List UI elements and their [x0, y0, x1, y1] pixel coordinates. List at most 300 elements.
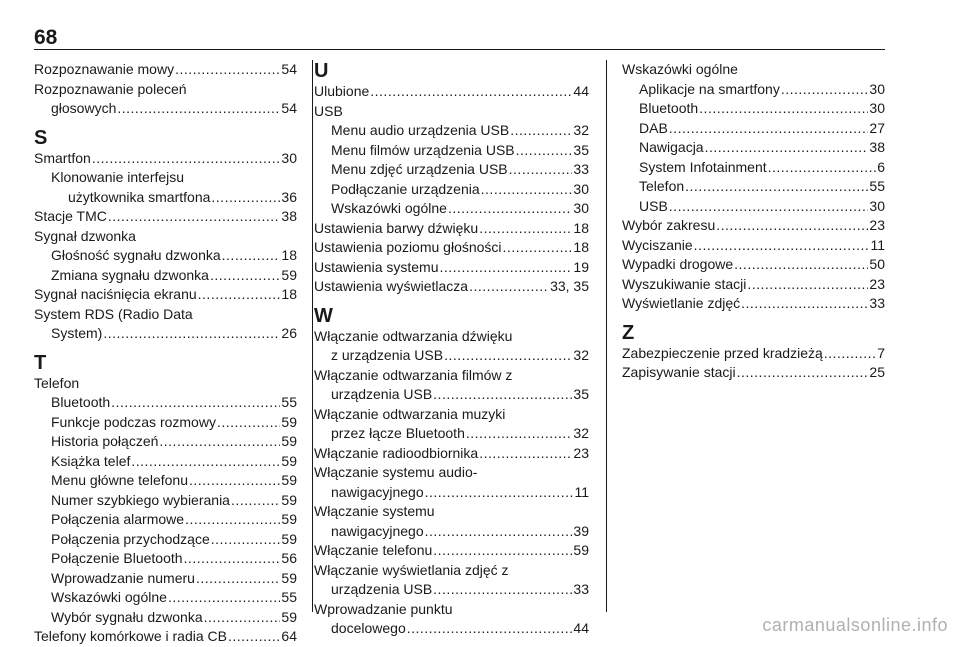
index-column-3 [622, 60, 885, 383]
index-subentry [622, 99, 885, 119]
page-ref: 30 [281, 149, 297, 166]
index-column-1 [34, 60, 297, 647]
page-ref: 19 [573, 258, 589, 275]
index-entry-line [34, 549, 297, 569]
leader-dots [716, 216, 868, 236]
index-term: Menu audio urządzenia USB [331, 122, 510, 138]
index-entry-line [314, 619, 589, 639]
index-entry-line [34, 207, 297, 227]
index-term: nawigacyjnego [331, 483, 424, 500]
page-ref: 26 [281, 325, 297, 341]
index-entry [314, 277, 589, 297]
index-term: Ustawienia poziomu głośności [314, 239, 502, 255]
page-ref: 30 [869, 197, 885, 214]
index-section [34, 352, 297, 647]
section-letter: U [314, 60, 329, 82]
page-ref: 59 [281, 530, 297, 547]
index-term: USB [639, 197, 668, 214]
leader-dots [699, 99, 868, 119]
index-entry-line [34, 432, 297, 452]
page-ref: 33 [573, 581, 589, 597]
index-subentry [314, 121, 589, 141]
watermark: carmanualsonline.info [762, 615, 948, 635]
leader-dots [111, 393, 280, 413]
index-entry-line [34, 374, 297, 394]
index-section [622, 322, 885, 383]
index-entry-line [34, 510, 297, 530]
page-ref: 59 [281, 569, 297, 586]
index-term: Włączanie odtwarzania dźwięku [314, 327, 513, 344]
leader-dots [694, 236, 870, 256]
page-ref: 59 [281, 608, 297, 625]
leader-dots [231, 491, 280, 511]
leader-dots [204, 608, 281, 628]
index-entry-line [34, 530, 297, 550]
index-term: z urządzenia USB [331, 347, 444, 363]
page-ref: 44 [573, 83, 589, 99]
index-term: Połączenia alarmowe [51, 511, 185, 527]
index-term: Numer szybkiego wybierania [51, 491, 230, 508]
index-subentry [34, 608, 297, 628]
index-term: Wskazówki ogólne [51, 589, 167, 605]
index-subentry [622, 138, 885, 158]
index-term: Aplikacje na smartfony [639, 80, 780, 97]
index-subentry [314, 160, 589, 180]
leader-dots [196, 569, 280, 589]
index-term: przez łącze Bluetooth [331, 425, 465, 441]
index-subentry [622, 158, 885, 178]
index-entry [34, 80, 297, 119]
index-entry-line [314, 463, 589, 483]
index-entry-line [34, 413, 297, 433]
index-subentry [34, 432, 297, 452]
page-ref: 18 [281, 286, 297, 302]
index-term: Sygnał naciśnięcia ekranu [34, 286, 197, 302]
leader-dots [370, 82, 572, 102]
page-ref: 18 [573, 219, 589, 236]
index-entry-line [314, 180, 589, 200]
leader-dots [228, 627, 280, 647]
index-term: Wyszukiwanie stacji [622, 275, 747, 292]
index-entry-line [314, 82, 589, 102]
index-term: Rozpoznawanie mowy [34, 61, 175, 77]
page-ref: 54 [281, 61, 297, 77]
page-ref: 64 [281, 628, 297, 644]
column-divider [606, 60, 607, 612]
index-entry [34, 285, 297, 305]
index-term: Głośność sygnału dzwonka [51, 247, 221, 263]
index-entry-line [314, 541, 589, 561]
page-ref: 36 [281, 188, 297, 205]
page-ref: 59 [281, 413, 297, 430]
index-subentry [34, 491, 297, 511]
index-term: głosowych [51, 100, 117, 116]
index-term: Menu zdjęć urządzenia USB [331, 161, 508, 177]
page-ref: 50 [869, 256, 885, 272]
page-ref: 55 [869, 178, 885, 194]
leader-dots [103, 324, 280, 344]
leader-dots [685, 177, 868, 197]
page-ref: 56 [281, 550, 297, 566]
index-entry [314, 82, 589, 102]
leader-dots [440, 258, 573, 278]
index-subentry [34, 471, 297, 491]
index-entry-line [34, 491, 297, 511]
page-ref: 32 [573, 347, 589, 363]
index-entry-line [34, 452, 297, 472]
index-entry-line [622, 216, 885, 236]
index-term: System Infotainment [639, 158, 767, 175]
index-entry-line [34, 627, 297, 647]
index-entry-line [622, 177, 885, 197]
index-subentry [34, 393, 297, 413]
index-subentry [34, 569, 297, 589]
page-ref: 39 [573, 522, 589, 539]
index-term: Podłączanie urządzenia [331, 180, 480, 197]
page-ref: 11 [870, 236, 885, 253]
index-entry-line [314, 366, 589, 386]
leader-dots [509, 160, 573, 180]
index-entry-line [314, 600, 589, 620]
index-term: Bluetooth [51, 394, 111, 410]
index-section [314, 305, 589, 639]
leader-dots [131, 452, 280, 472]
index-entry-line [314, 424, 589, 444]
leader-dots [210, 266, 280, 286]
index-entry-line [314, 258, 589, 278]
index-term: Klonowanie interfejsu [51, 169, 185, 185]
index-entry-line [314, 444, 589, 464]
leader-dots [747, 275, 868, 295]
index-subentry [34, 246, 297, 266]
leader-dots [198, 285, 281, 305]
index-term: Menu główne telefonu [51, 472, 188, 488]
index-entry-line [622, 275, 885, 295]
index-term: Wskazówki ogólne [622, 61, 738, 77]
leader-dots [168, 588, 280, 608]
index-term: Włączanie odtwarzania filmów z [314, 366, 513, 383]
index-entry-line [314, 121, 589, 141]
leader-dots [466, 424, 573, 444]
index-entry-line [314, 580, 589, 600]
index-section [34, 60, 297, 119]
index-entry-line [314, 277, 589, 297]
index-entry-line [34, 168, 297, 188]
index-entry [34, 374, 297, 628]
index-subentry [34, 510, 297, 530]
index-entry [622, 60, 885, 216]
index-term: Wypadki drogowe [622, 256, 734, 272]
index-entry-line [622, 344, 885, 364]
index-section [314, 60, 589, 297]
index-entry-line [314, 199, 589, 219]
leader-dots [741, 294, 868, 314]
index-term: Telefony komórkowe i radia CB [34, 628, 227, 644]
leader-dots [781, 80, 869, 100]
index-entry-line [622, 99, 885, 119]
page-ref: 38 [281, 208, 297, 224]
page-ref: 33 [573, 161, 589, 177]
page-ref: 35 [573, 386, 589, 402]
index-entry [314, 327, 589, 366]
index-term: Wybór sygnału dzwonka [51, 608, 203, 625]
leader-dots [211, 188, 280, 208]
leader-dots [448, 199, 572, 219]
page-ref: 35 [573, 141, 589, 158]
index-entry [314, 366, 589, 405]
page-ref: 54 [281, 100, 297, 116]
leader-dots [425, 483, 574, 503]
page-ref: 23 [869, 217, 885, 233]
index-entry [622, 236, 885, 256]
leader-dots [479, 219, 572, 239]
page-ref: 30 [869, 100, 885, 116]
index-entry [314, 561, 589, 600]
index-term: Historia połączeń [51, 433, 159, 449]
index-term: Połączenie Bluetooth [51, 550, 183, 566]
index-entry-line [34, 188, 297, 208]
index-term: Połączenia przychodzące [51, 530, 210, 547]
index-entry-line [622, 60, 885, 80]
page-ref: 11 [574, 483, 589, 500]
index-term: Smartfon [34, 149, 91, 166]
page-ref: 38 [869, 139, 885, 155]
leader-dots [734, 255, 868, 275]
index-entry [622, 363, 885, 383]
index-entry-line [314, 219, 589, 239]
index-term: Stacje TMC [34, 208, 107, 224]
index-entry [34, 305, 297, 344]
index-entry-line [314, 160, 589, 180]
leader-dots [481, 180, 573, 200]
page-ref: 18 [281, 247, 297, 263]
page-ref: 30 [573, 180, 589, 197]
page-ref: 7 [877, 344, 885, 361]
column-divider [312, 60, 313, 612]
page-ref: 59 [281, 266, 297, 283]
index-term: System RDS (Radio Data [34, 305, 193, 322]
index-entry-line [34, 246, 297, 266]
page-ref: 59 [281, 433, 297, 449]
leader-dots [185, 510, 280, 530]
leader-dots [469, 277, 549, 297]
index-term: użytkownika smartfona [68, 188, 211, 205]
index-entry-line [314, 102, 589, 122]
index-entry [622, 294, 885, 314]
index-term: Sygnał dzwonka [34, 227, 136, 244]
index-entry-line [34, 99, 297, 119]
index-term: Wyświetlanie zdjęć [622, 295, 741, 311]
leader-dots [425, 522, 573, 542]
page-ref: 59 [281, 472, 297, 488]
index-entry [314, 258, 589, 278]
index-term: Włączanie systemu [314, 503, 435, 519]
index-section [34, 127, 297, 344]
page-number: 68 [34, 26, 58, 49]
index-entry-line [34, 149, 297, 169]
index-subentry [34, 452, 297, 472]
section-letter: S [34, 126, 48, 149]
leader-dots [669, 197, 869, 217]
leader-dots [705, 138, 869, 158]
index-subentry [314, 180, 589, 200]
leader-dots [516, 141, 573, 161]
index-term: Zabezpieczenie przed kradzieżą [622, 344, 823, 361]
index-subentry [622, 80, 885, 100]
page-ref: 18 [573, 239, 589, 255]
index-entry-line [34, 393, 297, 413]
index-term: Włączanie wyświetlania zdjęć z [314, 561, 509, 578]
index-term: Zapisywanie stacji [622, 364, 736, 380]
index-entry-line [622, 119, 885, 139]
index-entry-line [622, 158, 885, 178]
page-ref: 30 [869, 80, 885, 97]
index-entry [314, 219, 589, 239]
index-term: Rozpoznawanie poleceń [34, 80, 187, 97]
leader-dots [737, 363, 869, 383]
index-term: Włączanie odtwarzania muzyki [314, 405, 506, 422]
page-ref: 55 [281, 589, 297, 605]
index-term: Wprowadzanie numeru [51, 569, 195, 586]
index-entry-line [622, 255, 885, 275]
index-term: urządzenia USB [331, 386, 433, 402]
index-entry-line [314, 561, 589, 581]
index-entry-line [34, 324, 297, 344]
index-entry-line [314, 238, 589, 258]
index-entry [314, 463, 589, 502]
page-ref: 59 [573, 542, 589, 558]
index-entry [314, 102, 589, 219]
index-section [622, 60, 885, 314]
page-ref: 59 [281, 511, 297, 527]
index-entry [314, 405, 589, 444]
index-entry [314, 502, 589, 541]
index-term: Włączanie systemu audio- [314, 464, 478, 480]
leader-dots [222, 246, 281, 266]
index-entry [314, 541, 589, 561]
index-entry [34, 207, 297, 227]
index-term: Włączanie telefonu [314, 542, 433, 558]
index-entry-line [314, 385, 589, 405]
index-entry-line [314, 405, 589, 425]
index-entry [34, 227, 297, 286]
index-entry [622, 275, 885, 295]
index-entry-line [34, 471, 297, 491]
leader-dots [189, 471, 280, 491]
leader-dots [503, 238, 573, 258]
page-ref: 44 [573, 620, 589, 636]
leader-dots [175, 60, 280, 80]
index-term: Telefon [34, 374, 80, 391]
index-term: Ustawienia systemu [314, 258, 439, 275]
index-entry [622, 216, 885, 236]
index-entry [314, 600, 589, 639]
index-term: USB [314, 102, 343, 119]
index-entry [314, 444, 589, 464]
leader-dots [510, 121, 572, 141]
index-term: Wyciszanie [622, 236, 693, 253]
index-entry-line [34, 80, 297, 100]
index-subentry [314, 199, 589, 219]
index-term: Bluetooth [639, 100, 699, 116]
index-term: Telefon [639, 178, 685, 194]
index-subentry [622, 177, 885, 197]
page-ref: 6 [877, 158, 885, 175]
index-entry-line [34, 227, 297, 247]
index-entry-line [34, 285, 297, 305]
section-letter: Z [622, 321, 635, 344]
index-entry [34, 149, 297, 208]
page-ref: 23 [573, 444, 589, 461]
index-entry [34, 60, 297, 80]
page-ref: 33 [869, 295, 885, 311]
index-term: urządzenia USB [331, 581, 433, 597]
leader-dots [92, 149, 281, 169]
index-entry-line [314, 522, 589, 542]
index-term: Funkcje podczas rozmowy [51, 413, 216, 430]
leader-dots [407, 619, 573, 639]
index-subentry [34, 413, 297, 433]
index-entry-line [34, 588, 297, 608]
leader-dots [433, 580, 572, 600]
index-term: Zmiana sygnału dzwonka [51, 266, 209, 283]
index-term: nawigacyjnego [331, 522, 424, 539]
leader-dots [669, 119, 869, 139]
page-ref: 25 [869, 364, 885, 380]
leader-dots [211, 530, 281, 550]
page-ref: 59 [281, 491, 297, 508]
index-subentry [34, 266, 297, 286]
leader-dots [479, 444, 572, 464]
index-term: Włączanie radioodbiornika [314, 444, 479, 461]
index-entry-line [34, 266, 297, 286]
leader-dots [444, 346, 572, 366]
page-ref: 32 [573, 122, 589, 138]
index-term: docelowego [331, 620, 406, 636]
section-letter: W [314, 304, 333, 327]
page-ref: 59 [281, 452, 297, 469]
index-entry-line [34, 305, 297, 325]
leader-dots [433, 385, 572, 405]
index-entry-line [314, 346, 589, 366]
page-ref: 32 [573, 425, 589, 441]
header-rule [34, 49, 885, 50]
leader-dots [159, 432, 280, 452]
index-subentry [314, 141, 589, 161]
page-ref: 27 [869, 119, 885, 136]
page-ref: 23 [869, 275, 885, 292]
index-subentry [34, 530, 297, 550]
index-entry [622, 255, 885, 275]
index-subentry [622, 197, 885, 217]
leader-dots [217, 413, 280, 433]
index-entry-line [314, 483, 589, 503]
index-term: Wprowadzanie punktu [314, 600, 453, 617]
index-entry-line [622, 138, 885, 158]
index-entry-line [314, 502, 589, 522]
index-entry-line [622, 80, 885, 100]
index-term: Menu filmów urządzenia USB [331, 141, 515, 158]
page-ref: 33, 35 [550, 278, 589, 294]
index-term: Ulubione [314, 83, 370, 99]
index-entry [622, 344, 885, 364]
leader-dots [184, 549, 281, 569]
index-entry-line [622, 197, 885, 217]
page-ref: 30 [573, 200, 589, 216]
index-column-2 [314, 60, 589, 639]
index-entry-line [314, 327, 589, 347]
section-letter: T [34, 351, 47, 374]
